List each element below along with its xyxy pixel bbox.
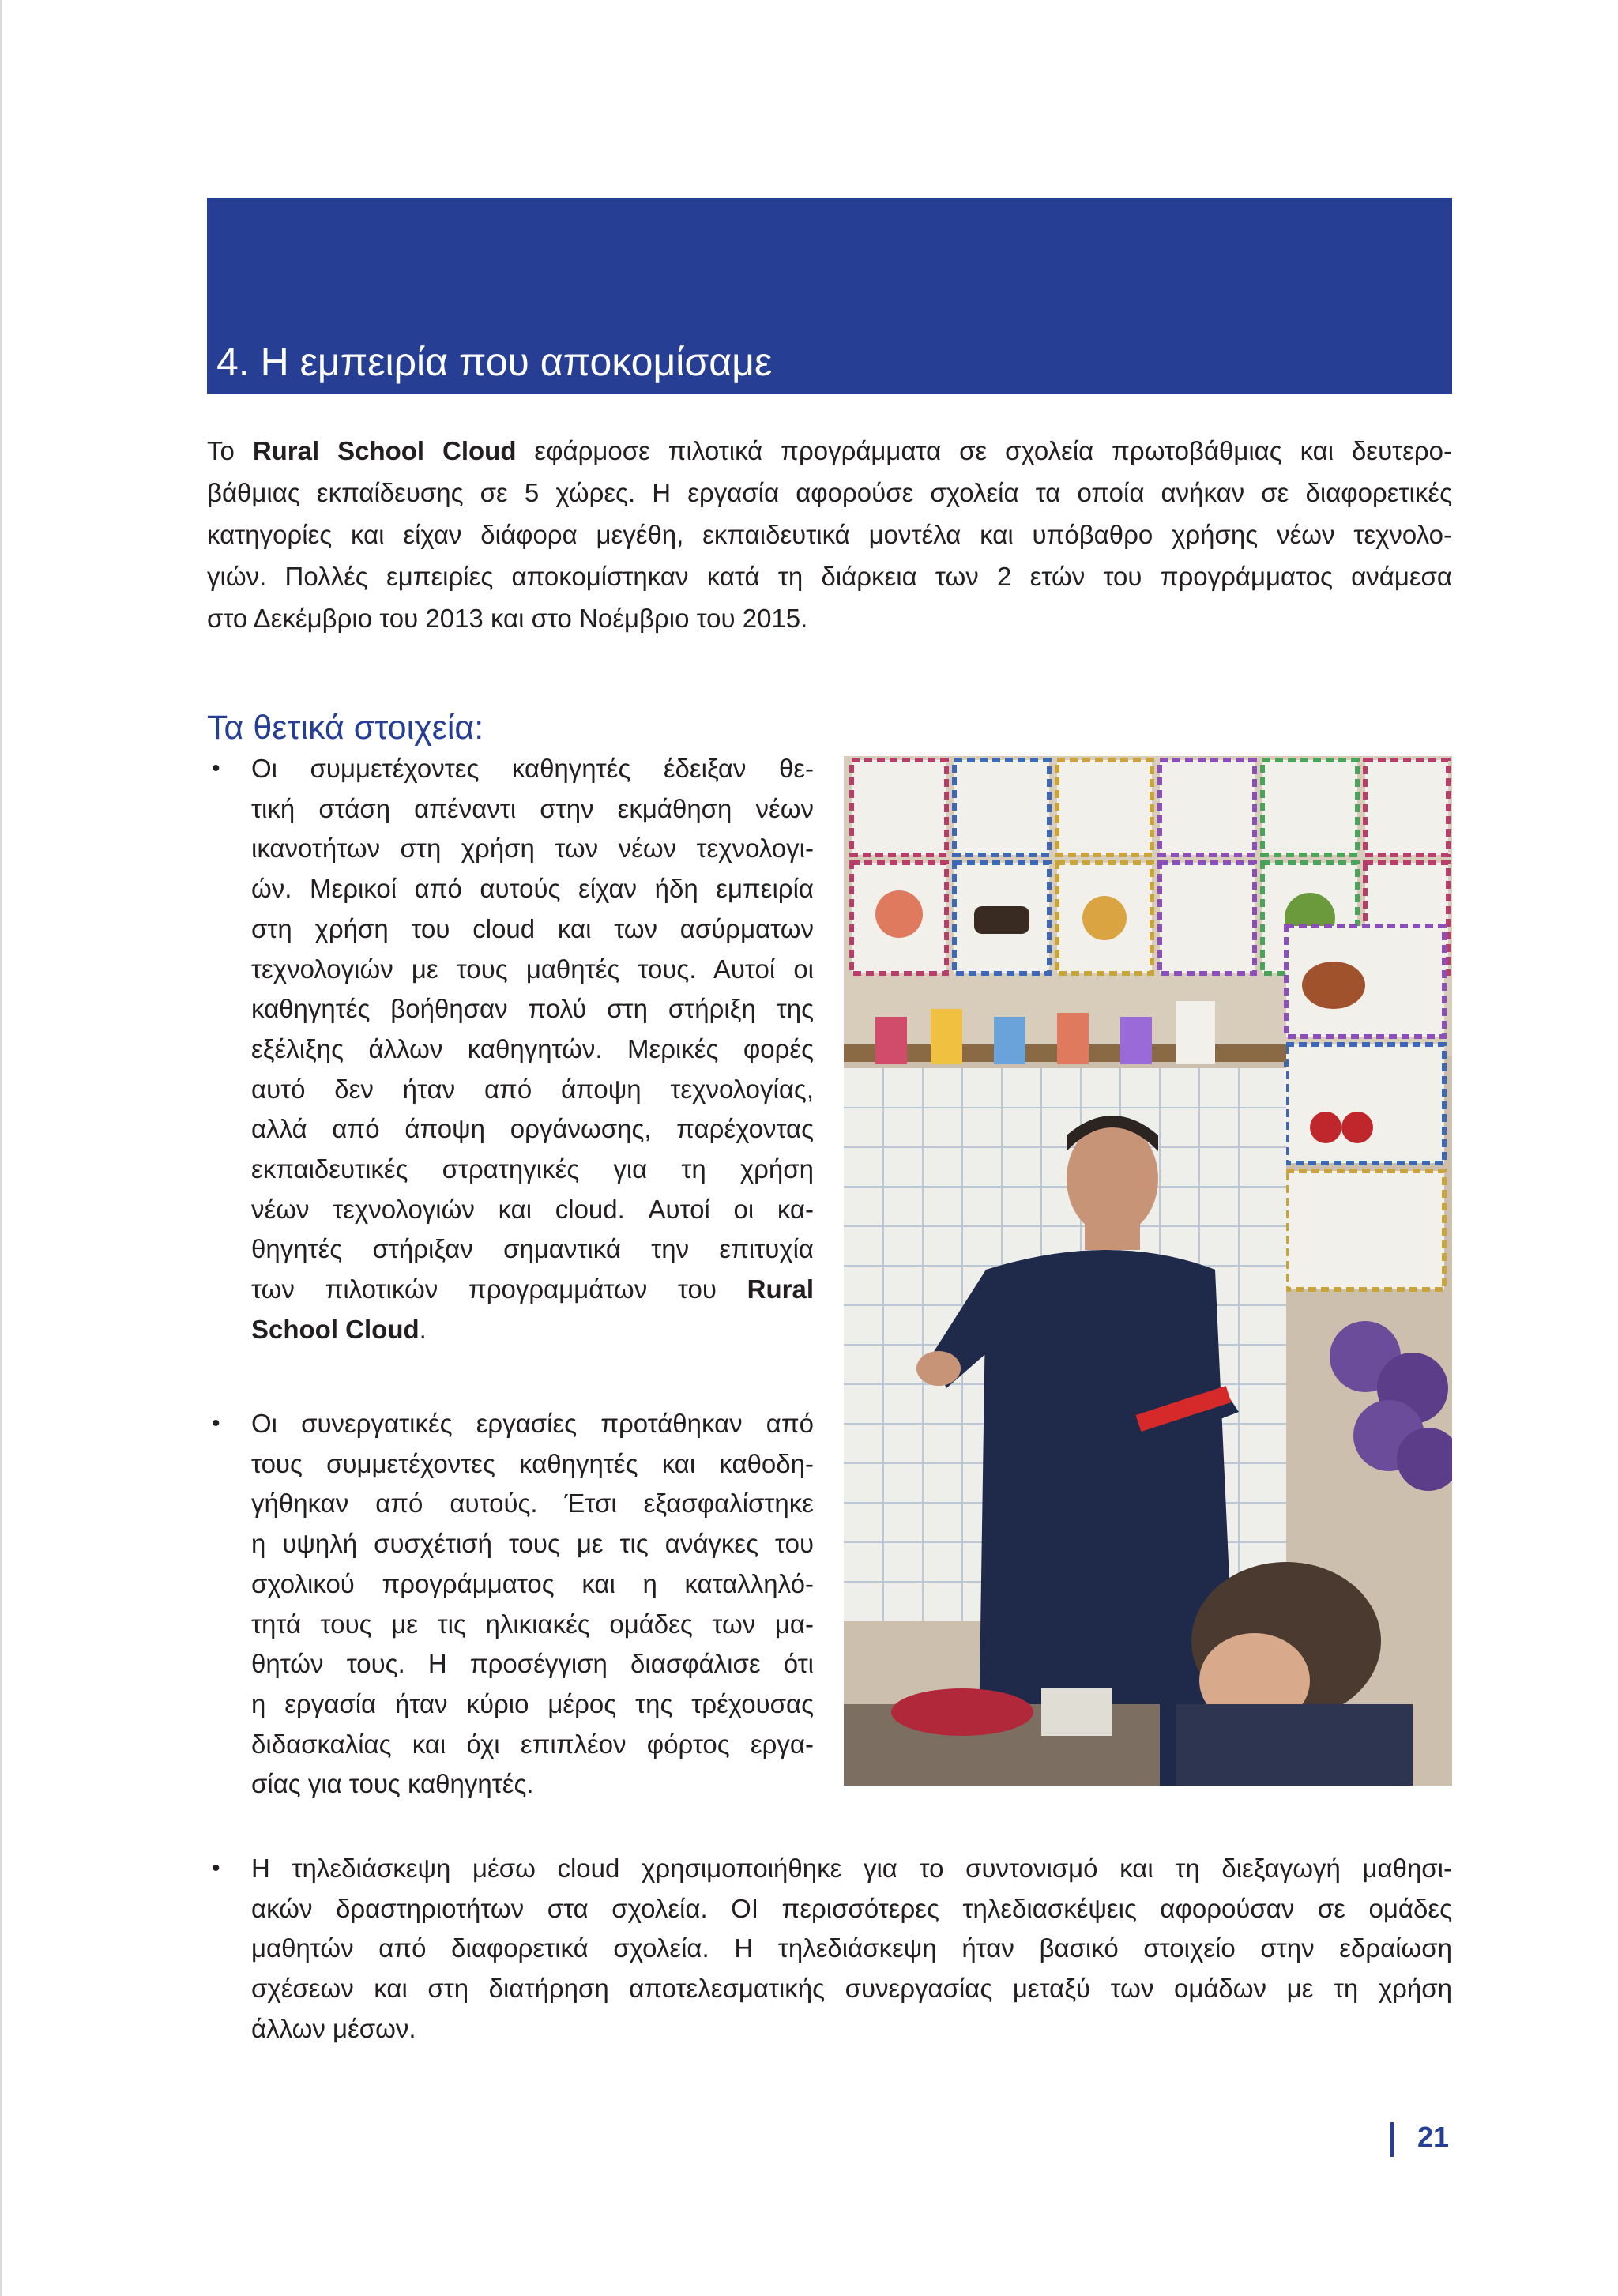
text-line: θητών τους. Η προσέγγιση διασφάλισε ότι xyxy=(251,1649,814,1679)
project-name: Rural xyxy=(747,1274,814,1304)
intro-line-3: κατηγορίες και είχαν διάφορα μεγέθη, εκπαιδευτικά μοντέλα και υπόβαθρο χρήσης νέων τεχνολο- xyxy=(207,520,1452,549)
text-line: Οι συμμετέχοντες καθηγητές έδειξαν θε- xyxy=(251,754,814,783)
project-name: School Cloud xyxy=(251,1314,420,1344)
text-line: ακών δραστηριοτήτων στα σχολεία. ΟΙ περισσότερες τηλεδιασκέψεις αφορούσαν σε ομάδες xyxy=(251,1893,1452,1923)
text-line: τεχνολογιών με τους μαθητές τους. Αυτοί οι xyxy=(251,954,814,984)
text-line: τητά τους με τις ηλικιακές ομάδες των μα- xyxy=(251,1609,814,1639)
text-line: τική στάση απέναντι στην εκμάθηση νέων xyxy=(251,793,814,823)
text-line: η υψηλή συσχέτισή τους με τις ανάγκες του xyxy=(251,1529,814,1559)
text-line: σχολικού προγράμματος και η καταλληλό- xyxy=(251,1568,814,1598)
text-line: σίας για τους καθηγητές. xyxy=(251,1769,534,1799)
project-name: Rural School Cloud xyxy=(252,436,517,465)
classroom-illustration xyxy=(844,756,1452,1786)
classroom-photo xyxy=(844,756,1452,1786)
text-line: θηγητές στήριξαν σημαντικά την επιτυχία xyxy=(251,1234,814,1264)
text-line: στη χρήση του cloud και των ασύρματων xyxy=(251,913,814,943)
page-number xyxy=(1390,2117,1452,2162)
bullet-item-3-text xyxy=(251,1849,1452,2049)
chapter-title: 4. Η εμπειρία που αποκομίσαμε xyxy=(216,340,773,384)
page-number-divider xyxy=(1390,2122,1394,2157)
text-line: Οι συνεργατικές εργασίες προτάθηκαν από xyxy=(251,1409,814,1438)
text-line: καθηγητές βοήθησαν πολύ στη στήριξη της xyxy=(251,994,814,1024)
text-line: αυτό δεν ήταν από άποψη τεχνολογίας, xyxy=(251,1074,814,1104)
intro-line-4: γιών. Πολλές εμπειρίες αποκομίστηκαν κατά τη διάρκεια των 2 ετών του προγράμματος ανάμεσα xyxy=(207,562,1452,591)
text-line: μαθητών από διαφορετικά σχολεία. Η τηλεδιάσκεψη ήταν βασικό στοιχείο στην εδραίωση xyxy=(251,1933,1452,1963)
text-line: των πιλοτικών προγραμμάτων του Rural xyxy=(251,1274,814,1304)
page-edge xyxy=(0,0,2,2296)
text-line: άλλων μέσων. xyxy=(251,2013,416,2043)
bullet-icon: • xyxy=(212,1855,220,1881)
text-line: νέων τεχνολογιών και cloud. Αυτοί οι κα- xyxy=(251,1194,814,1224)
text-line: ικανοτήτων στη χρήση των νέων τεχνολογι- xyxy=(251,834,814,864)
text-line: ών. Μερικοί από αυτούς είχαν ήδη εμπειρία xyxy=(251,874,814,904)
text-line: School Cloud. xyxy=(251,1314,427,1344)
intro-line-5: στο Δεκέμβριο του 2013 και στο Νοέμβριο του 2015. xyxy=(207,604,808,633)
page-number-value: 21 xyxy=(1417,2121,1450,2153)
intro-paragraph xyxy=(207,430,1452,639)
bullet-item-2-text xyxy=(251,1404,814,1805)
text-line: εκπαιδευτικές στρατηγικές για τη χρήση xyxy=(251,1154,814,1184)
text-line: εξέλιξης άλλων καθηγητών. Μερικές φορές xyxy=(251,1033,814,1063)
bullet-icon: • xyxy=(212,755,220,781)
text-line: διδασκαλίας και όχι επιπλέον φόρτος εργα- xyxy=(251,1729,814,1759)
intro-line-2: βάθμιας εκπαίδευσης σε 5 χώρες. Η εργασία αφορούσε σχολεία τα οποία ανήκαν σε διαφορετικές xyxy=(207,478,1452,507)
section-heading-positives: Τα θετικά στοιχεία: xyxy=(207,709,484,747)
bullet-item-1-text xyxy=(251,749,814,1350)
text-line: Η τηλεδιάσκεψη μέσω cloud χρησιμοποιήθηκε για το συντονισμό και τη διεξαγωγή μαθησι- xyxy=(251,1854,1452,1883)
text-line: αλλά από άποψη οργάνωσης, παρέχοντας xyxy=(251,1114,814,1144)
bullet-icon: • xyxy=(212,1410,220,1436)
intro-line-1: Το Rural School Cloud εφάρμοσε πιλοτικά προγράμματα σε σχολεία πρωτοβάθμιας και δευτερο- xyxy=(207,436,1452,465)
text-line: γήθηκαν από αυτούς. Έτσι εξασφαλίστηκε xyxy=(251,1489,814,1519)
text-line: τους συμμετέχοντες καθηγητές και καθοδη- xyxy=(251,1448,814,1478)
text-line: σχέσεων και στη διατήρηση αποτελεσματικής συνεργασίας μεταξύ των ομάδων με τη χρήση xyxy=(251,1974,1452,2004)
text-line: η εργασία ήταν κύριο μέρος της τρέχουσας xyxy=(251,1688,814,1718)
